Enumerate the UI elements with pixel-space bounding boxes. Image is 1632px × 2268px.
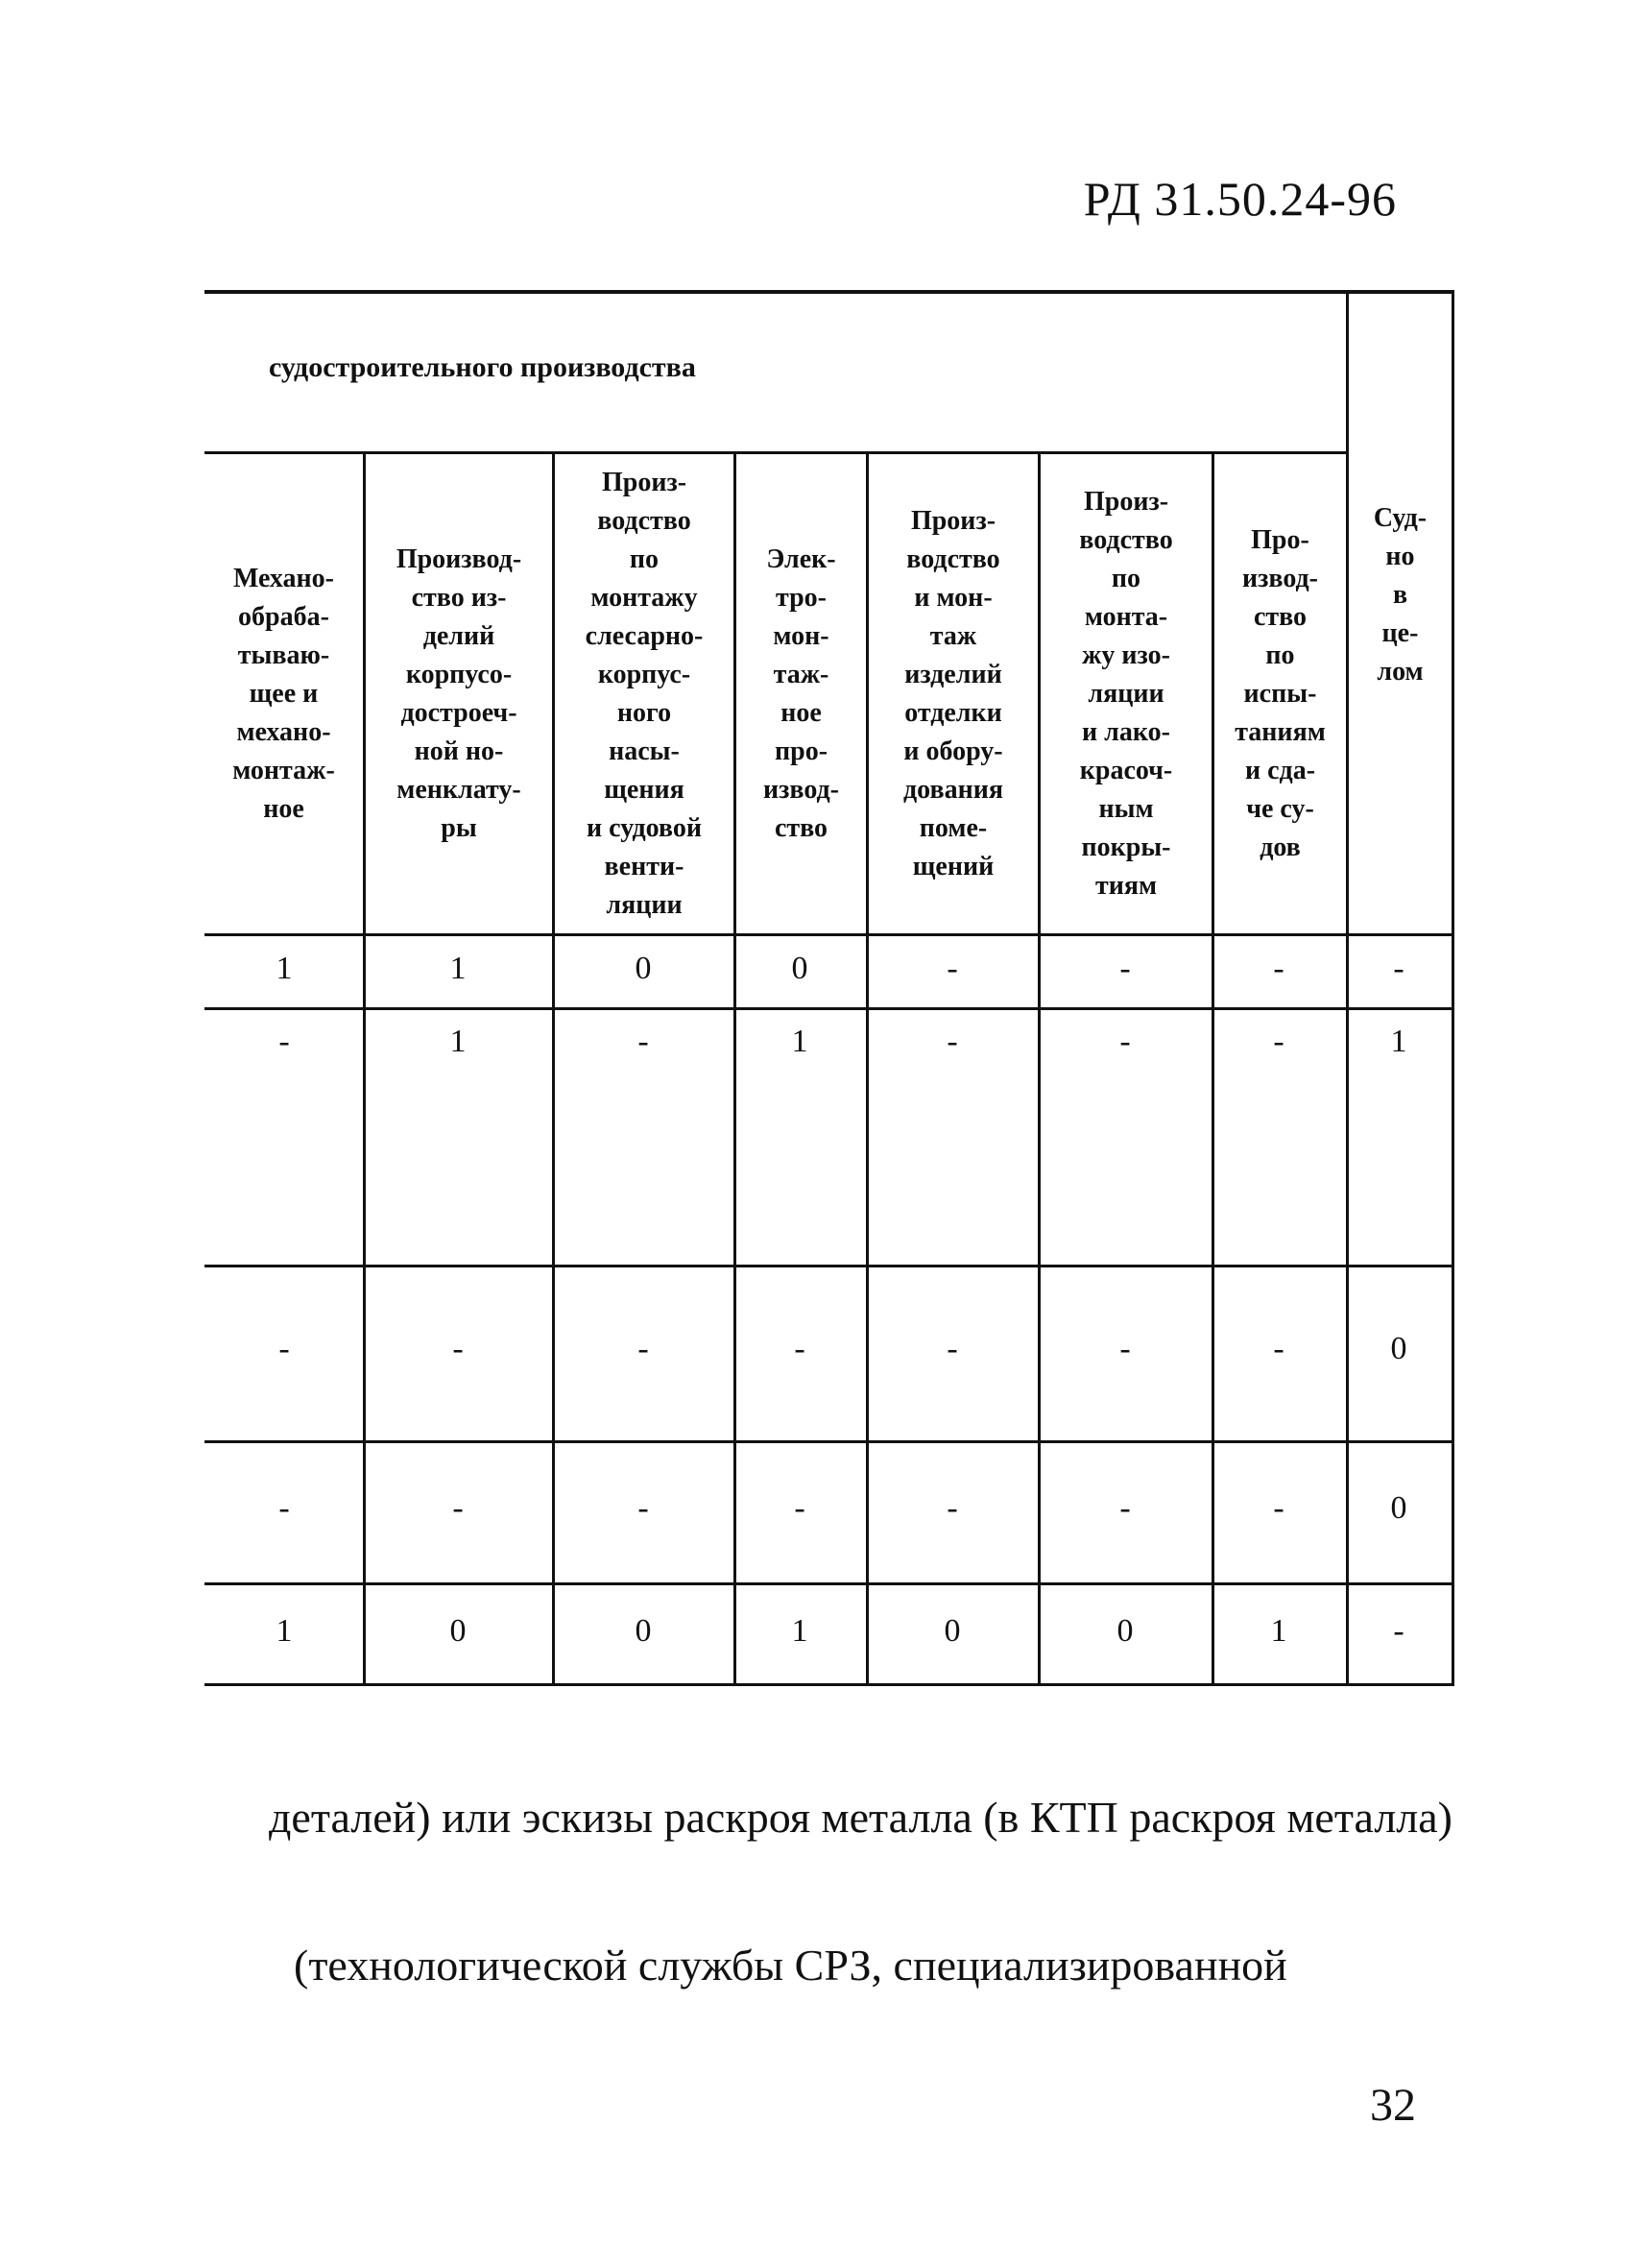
column-header [1041, 455, 1212, 933]
table-cell: 1 [449, 951, 467, 986]
table-cell: - [1119, 1490, 1131, 1526]
table-cell: 1 [276, 1613, 293, 1649]
column-header [736, 455, 866, 933]
table-rule [204, 290, 1454, 294]
table-cell: - [278, 1024, 290, 1059]
table-cell: 0 [635, 1613, 652, 1649]
table-group-title: судостроительного производства [269, 351, 696, 383]
table-cell: - [1273, 1331, 1284, 1366]
table-cell: - [452, 1490, 464, 1526]
table-rule [204, 1007, 1454, 1010]
column-header-text: Произ- водство по монта- жу изо- ляции и лако- красоч- ным покры- тиям [1079, 487, 1173, 901]
table-rule [204, 1265, 1454, 1267]
table-rule [204, 1582, 1454, 1585]
table-cell: 1 [449, 1024, 467, 1059]
table-cell: - [947, 951, 958, 986]
table-cell: - [1119, 951, 1131, 986]
table-cell: - [794, 1490, 805, 1526]
column-header-text: Суд- но в це- лом [1373, 503, 1428, 687]
table-cell: - [278, 1490, 290, 1526]
table-cell: 1 [1270, 1613, 1287, 1649]
table-cell: - [637, 1490, 649, 1526]
table-cell: - [637, 1024, 649, 1059]
table-cell: - [1273, 1490, 1284, 1526]
table-cell: - [278, 1331, 290, 1366]
table-cell: 0 [944, 1613, 961, 1649]
table-cell: 0 [449, 1613, 467, 1649]
table-cell: 1 [276, 951, 293, 986]
document-code: РД 31.50.24-96 [1083, 172, 1397, 226]
table-cell: 0 [1116, 1613, 1134, 1649]
column-header [204, 455, 363, 933]
table-rule [204, 933, 1454, 936]
body-text-line: деталей) или эскизы раскроя металла (в КТП раскроя металла) [269, 1793, 1452, 1842]
column-header-text: Произ- водство и мон- таж изделий отделки и обору- дования поме- щений [902, 506, 1003, 881]
table-cell: 1 [791, 1613, 808, 1649]
table-cell: - [452, 1331, 464, 1366]
column-header [1214, 455, 1346, 933]
table-rule [204, 1683, 1454, 1686]
table-cell: 0 [1390, 1490, 1407, 1526]
table-cell: - [1119, 1331, 1131, 1366]
table-cell: 0 [791, 951, 808, 986]
column-header [1349, 499, 1452, 711]
column-header-text: Про- извод- ство по испы- таниям и сда- че су- дов [1235, 525, 1326, 862]
body-text-line: (технологической службы СРЗ, специализированной [294, 1941, 1287, 1990]
table-cell: - [1393, 1613, 1404, 1649]
page-number: 32 [1370, 2080, 1416, 2131]
column-header [869, 455, 1038, 933]
table-cell: - [947, 1490, 958, 1526]
column-header [555, 455, 733, 933]
table-cell: 0 [635, 951, 652, 986]
table-cell: 1 [791, 1024, 808, 1059]
table-cell: 1 [1390, 1024, 1407, 1059]
table-cell: - [1273, 951, 1284, 986]
table-rule [204, 1440, 1454, 1443]
table-cell: - [794, 1331, 805, 1366]
column-header-text: Элек- тро- мон- таж- ное про- извод- ство [763, 544, 839, 843]
column-header-text: Механо- обраба- тываю- щее и механо- монтаж- ное [232, 564, 335, 824]
table-cell: - [947, 1331, 958, 1366]
table-rule [1452, 290, 1454, 1685]
table-cell: - [1273, 1024, 1284, 1059]
column-header-text: Производ- ство из- делий корпусо- достроеч- ной но- менклату- ры [396, 544, 522, 843]
table-rule [204, 451, 1347, 454]
column-header [366, 455, 552, 933]
column-header-text: Произ- водство по монтажу слесарно- корпус- ного насы- щения и судовой венти- ляции [585, 468, 704, 920]
table-cell: 0 [1390, 1331, 1407, 1366]
table-cell: - [637, 1331, 649, 1366]
table-cell: - [1393, 951, 1404, 986]
table-cell: - [947, 1024, 958, 1059]
table-cell: - [1119, 1024, 1131, 1059]
